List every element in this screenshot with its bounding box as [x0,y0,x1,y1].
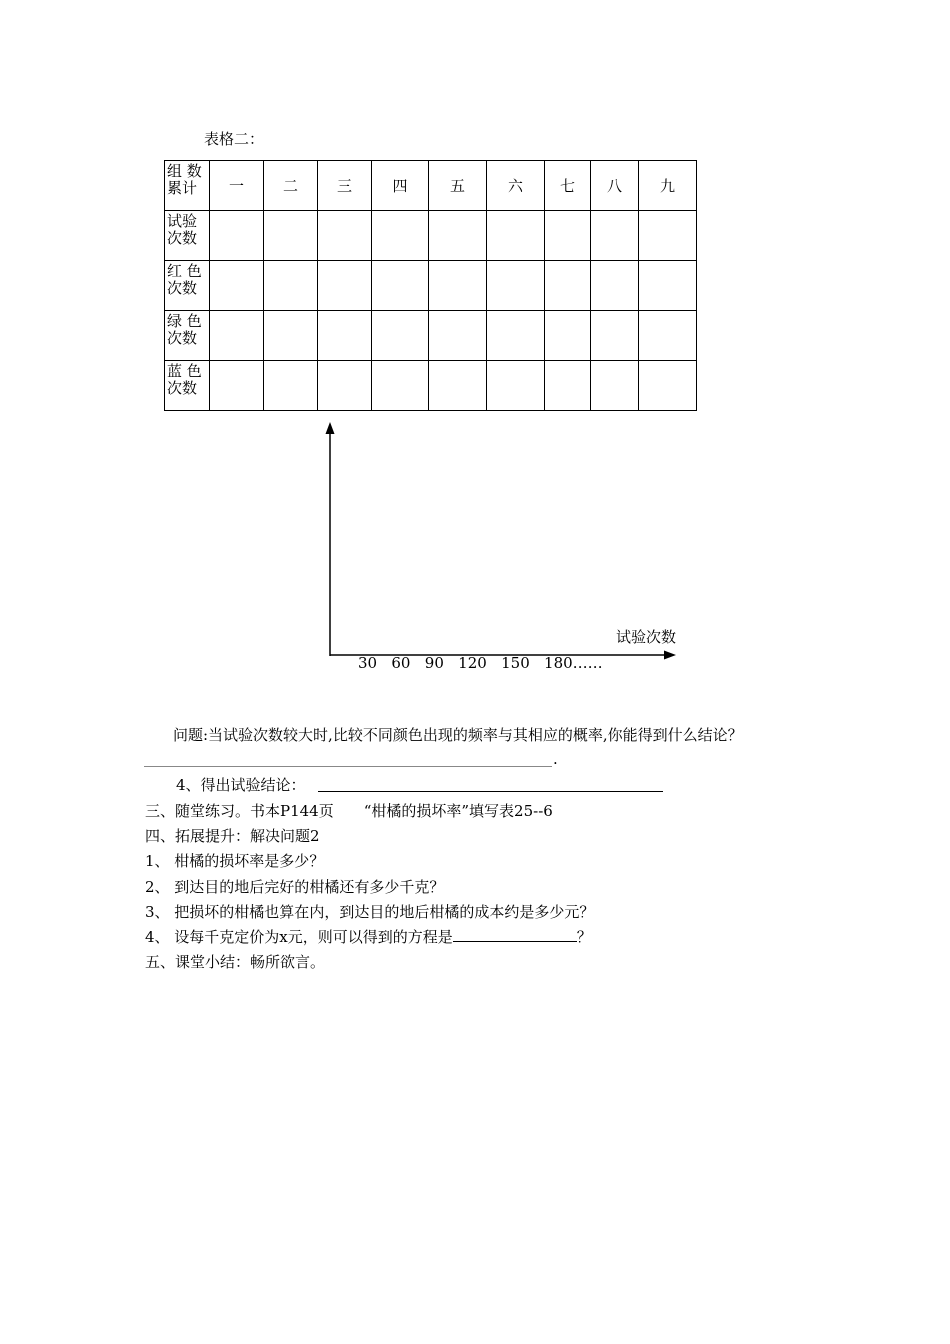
question-text: 问题:当试验次数较大时,比较不同颜色出现的频率与其相应的概率,你能得到什么结论？ [173,726,743,744]
y-axis-arrow [326,422,335,434]
column-header: 六 [487,161,545,211]
section-3-practice: 三、随堂练习。书本P144页 “柑橘的损坏率”填写表25--6 [145,802,553,820]
question-4 [145,926,592,947]
column-header: 三 [318,161,372,211]
corner-line-1: 组 数 [167,162,202,180]
row-header-line: 试验 [167,212,198,230]
column-header: 九 [639,161,697,211]
column-header: 一 [210,161,264,211]
section-5-summary: 五、课堂小结：畅所欲言。 [145,953,326,971]
row-header-line: 红 色 [167,262,202,280]
question-1: 1、 柑橘的损坏率是多少？ [145,852,325,870]
question-3: 3、 把损坏的柑橘也算在内，到达目的地后柑橘的成本约是多少元？ [145,903,595,921]
row-header-line: 蓝 色 [167,362,202,380]
answer-period: . [553,750,558,768]
section-4-extension: 四、拓展提升：解决问题2 [145,827,320,845]
column-header: 二 [264,161,318,211]
x-axis-ticks: 30 60 90 120 150 180…… [358,654,603,672]
x-axis-arrow [664,651,676,660]
question-4-end: ？ [576,928,592,946]
row-header-line: 次数 [167,229,198,247]
answer-blank-line[interactable] [144,766,552,767]
row-header-line: 次数 [167,279,198,297]
column-header: 四 [372,161,429,211]
row-header-line: 次数 [167,329,198,347]
row-header-line: 绿 色 [167,312,202,330]
column-header: 八 [591,161,639,211]
conclusion-blank-line[interactable] [318,791,663,792]
column-header: 七 [545,161,591,211]
x-axis-label: 试验次数 [616,628,677,646]
column-header: 五 [429,161,487,211]
corner-line-2: 累计 [167,179,198,197]
table-title: 表格二： [204,130,265,148]
row-header-line: 次数 [167,379,198,397]
question-2: 2、 到达目的地后完好的柑橘还有多少千克？ [145,878,445,896]
question-4-text: 4、 设每千克定价为x元，则可以得到的方程是 [145,928,453,946]
step4-conclusion: 4、得出试验结论： [176,776,306,794]
equation-blank-line[interactable] [453,927,577,942]
